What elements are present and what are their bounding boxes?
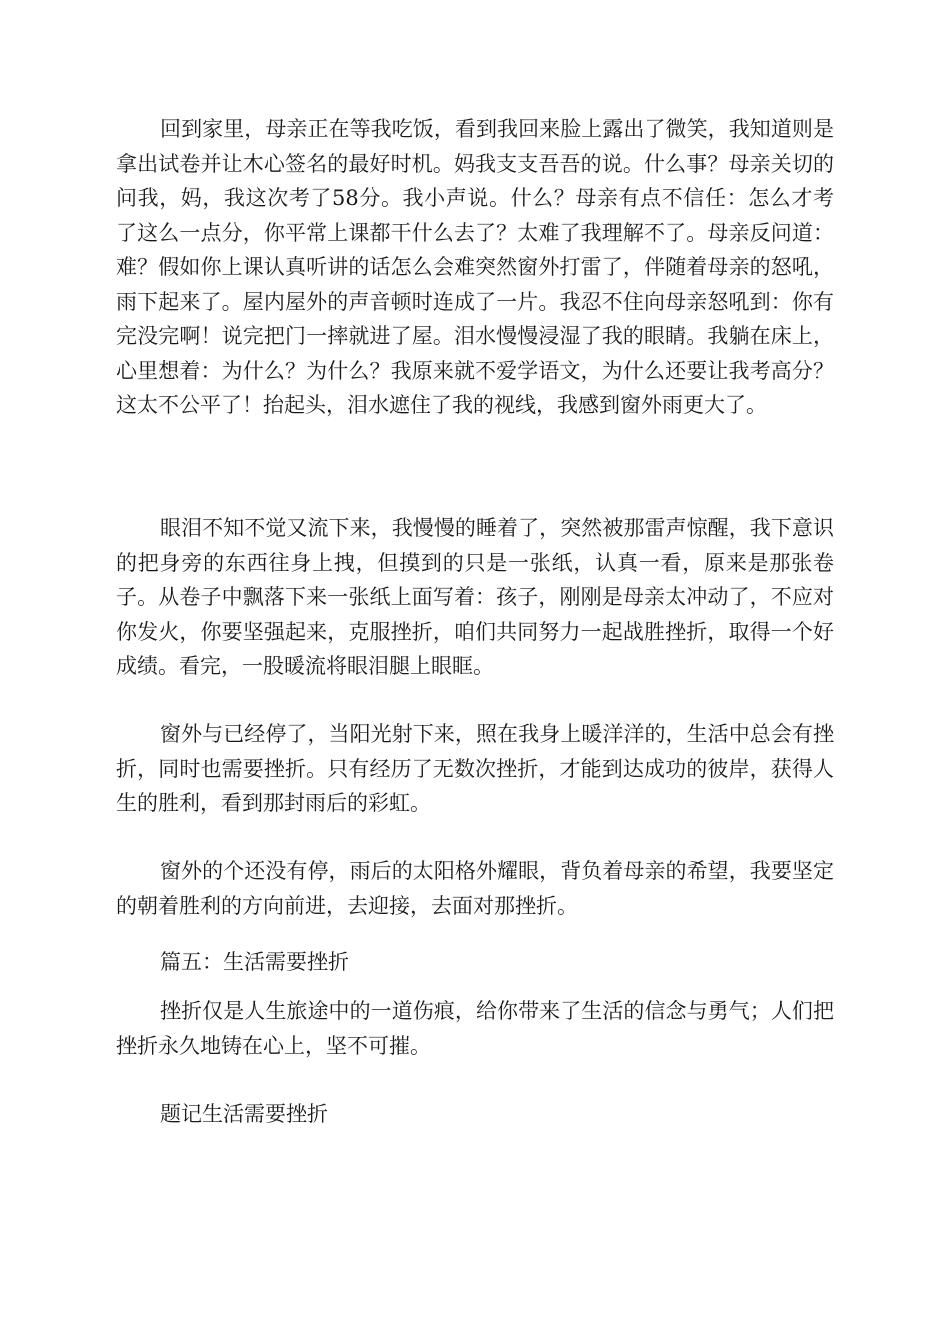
paragraph-text: 回到家里，母亲正在等我吃饭，看到我回来脸上露出了微笑，我知道则是拿出试卷并让木心签名的最好时机。妈我支支吾吾的说。什么事？母亲关切的问我，妈，我这次考了58分。我小声说。什么？母亲有点不信任：怎么才考了这么一点分，你平常上课都干什么去了？太难了我理解不了。母亲反问道：难？假如你上课认真听讲的话怎么会难突然窗外打雷了，伴随着母亲的怒吼，雨下起来了。屋内屋外的声音顿时连成了一片。我忍不住向母亲怒吼到：你有完没完啊！说完把门一摔就进了屋。泪水慢慢浸湿了我的眼睛。我躺在床上，心里想着：为什么？为什么？我原来就不爱学语文，为什么还要让我考高分？这太不公平了！抬起头，泪水遮住了我的视线，我感到窗外雨更大了。 (116, 117, 834, 417)
paragraph-home-exam (116, 112, 834, 423)
heading-text: 篇五：生活需要挫折 (160, 950, 349, 974)
paragraph-setback-intro (116, 994, 834, 1063)
paragraph-text: 眼泪不知不觉又流下来，我慢慢的睡着了，突然被那雷声惊醒，我下意识的把身旁的东西往身上拽，但摸到的只是一张纸，认真一看，原来是那张卷子。从卷子中飘落下来一张纸上面写着：孩子，刚刚是母亲太冲动了，不应对你发火，你要坚强起来，克服挫折，咱们共同努力一起战胜挫折，取得一个好成绩。看完，一股暖流将眼泪腿上眼眶。 (116, 516, 834, 678)
paragraph-hope (116, 854, 834, 923)
paragraph-text: 窗外的个还没有停，雨后的太阳格外耀眼，背负着母亲的希望，我要坚定的朝着胜利的方向前进，去迎接，去面对那挫折。 (116, 859, 834, 918)
paragraph-text: 窗外与已经停了，当阳光射下来，照在我身上暖洋洋的，生活中总会有挫折，同时也需要挫折。只有经历了无数次挫折，才能到达成功的彼岸，获得人生的胜利，看到那封雨后的彩虹。 (116, 722, 834, 815)
section-heading (116, 945, 834, 980)
epigraph-line (116, 1097, 834, 1132)
paragraph-sunshine (116, 717, 834, 821)
paragraph-text: 挫折仅是人生旅途中的一道伤痕，给你带来了生活的信念与勇气；人们把挫折永久地铸在心上，坚不可摧。 (116, 999, 834, 1058)
paragraph-tears-note (116, 511, 834, 684)
paragraph-text: 题记生活需要挫折 (160, 1102, 328, 1126)
